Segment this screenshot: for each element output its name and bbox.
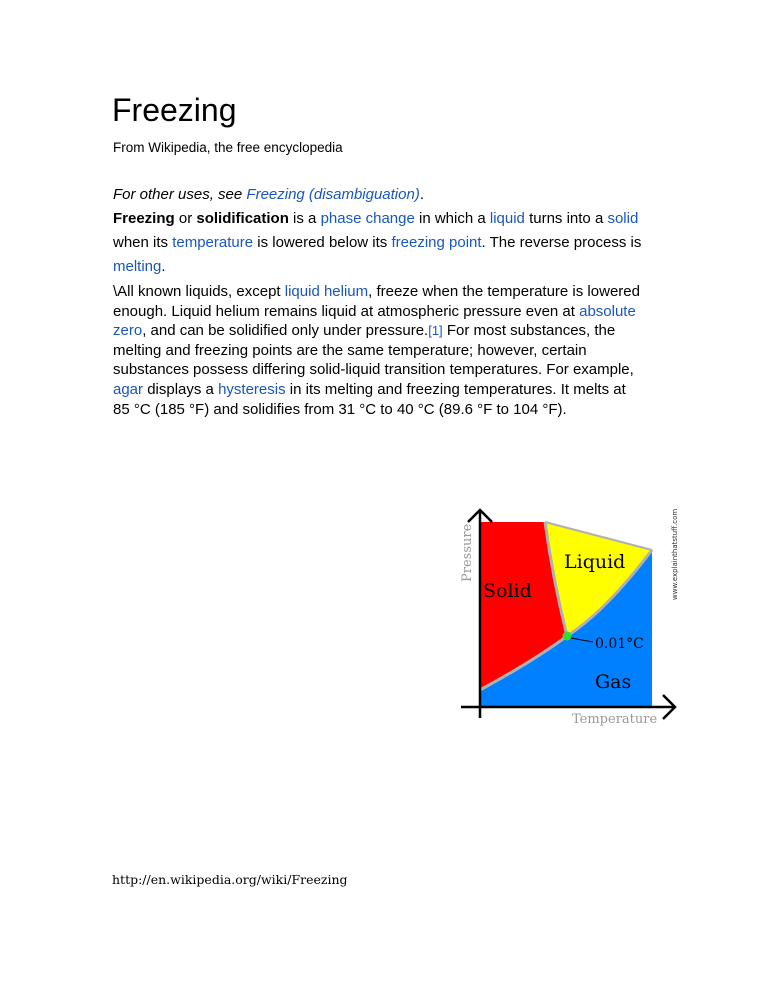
hatnote bbox=[113, 184, 424, 206]
source-url: http://en.wikipedia.org/wiki/Freezing bbox=[112, 872, 348, 887]
hatnote-prefix: For other uses, see bbox=[113, 186, 247, 203]
body-paragraph bbox=[113, 282, 643, 419]
hatnote-suffix: . bbox=[419, 186, 424, 203]
lead-paragraph bbox=[113, 207, 658, 279]
term-solidification: solidification bbox=[196, 210, 289, 227]
triple-point-label: 0.01°C bbox=[595, 636, 644, 652]
phase-diagram-figure bbox=[455, 500, 690, 730]
lead-text: . The reverse process is bbox=[481, 234, 642, 251]
lead-text: turns into a bbox=[524, 210, 608, 227]
citation-ref[interactable]: [1] bbox=[428, 323, 443, 339]
lead-text: when its bbox=[113, 234, 173, 251]
gas-label: Gas bbox=[595, 671, 632, 693]
body-text: in its melting and freezing temperatures. It melts at 85 °C (185 °F) and solidifies from 31 °C to 40 °C (89.6 °F to 104 °F). bbox=[113, 380, 626, 418]
link-liquid-helium[interactable]: liquid helium bbox=[284, 283, 369, 300]
link-temperature[interactable]: temperature bbox=[172, 234, 254, 251]
link-hysteresis[interactable]: hysteresis bbox=[218, 380, 286, 398]
body-text: displays a bbox=[143, 380, 219, 398]
term-freezing: Freezing bbox=[113, 210, 175, 227]
body-text: \All known liquids, except bbox=[113, 283, 285, 300]
watermark: www.explainthatstuff.com bbox=[671, 508, 679, 600]
lead-text: is a bbox=[288, 210, 321, 227]
page-subtitle: From Wikipedia, the free encyclopedia bbox=[113, 140, 343, 155]
lead-text: . bbox=[161, 258, 166, 275]
body-text: For most substances, the melting and freezing points are the same temperature; however, certain substances possess differing solid-liquid transition temperatures. For example, bbox=[113, 322, 634, 379]
lead-text: or bbox=[174, 210, 197, 227]
link-phase-change[interactable]: phase change bbox=[320, 210, 415, 227]
link-melting[interactable]: melting bbox=[113, 258, 162, 275]
disambiguation-link[interactable]: Freezing (disambiguation) bbox=[246, 186, 420, 203]
x-axis-label: Temperature bbox=[572, 712, 658, 727]
triple-point-marker bbox=[563, 632, 572, 641]
link-freezing-point[interactable]: freezing point bbox=[391, 234, 482, 251]
liquid-label: Liquid bbox=[564, 551, 626, 573]
link-absolute-zero[interactable]: absolute zero bbox=[113, 302, 636, 340]
solid-label: Solid bbox=[483, 580, 532, 602]
link-liquid[interactable]: liquid bbox=[489, 210, 525, 227]
body-text: , freeze when the temperature is lowered enough. Liquid helium remains liquid at atmospheric pressure even at bbox=[113, 283, 640, 320]
y-axis-label: Pressure bbox=[460, 523, 475, 582]
lead-text: is lowered below its bbox=[253, 234, 392, 251]
phase-diagram bbox=[455, 500, 690, 730]
link-agar[interactable]: agar bbox=[113, 380, 144, 398]
link-solid[interactable]: solid bbox=[607, 210, 639, 227]
lead-text: in which a bbox=[414, 210, 490, 227]
body-text: , and can be solidified only under pressure. bbox=[142, 322, 429, 340]
page-title: Freezing bbox=[112, 92, 237, 128]
